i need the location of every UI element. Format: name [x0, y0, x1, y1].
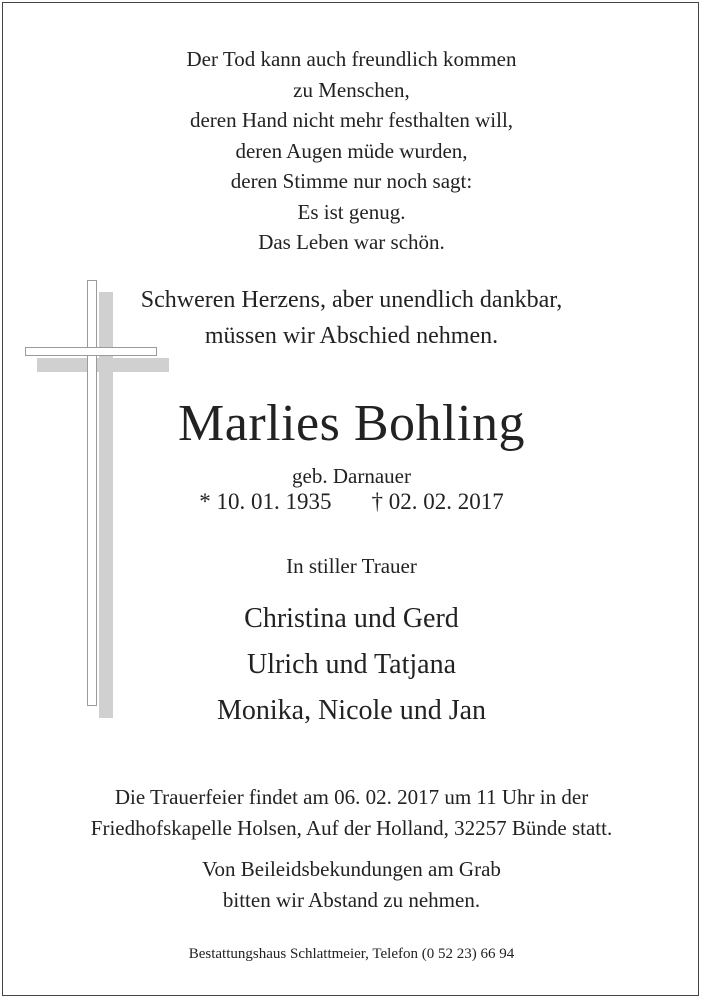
- condolence-line: Von Beileidsbekundungen am Grab: [202, 857, 501, 881]
- farewell-intro: [0, 282, 703, 354]
- maiden-name: geb. Darnauer: [292, 464, 411, 488]
- poem-line: Der Tod kann auch freundlich kommen: [186, 47, 517, 71]
- poem-line: deren Augen müde wurden,: [235, 138, 468, 163]
- family-member: Christina und Gerd: [244, 603, 459, 634]
- death-date: † 02. 02. 2017: [371, 489, 504, 514]
- poem-line: deren Stimme nur noch sagt:: [230, 169, 473, 193]
- poem-line: deren Hand nicht mehr festhalten will,: [189, 108, 514, 132]
- poem-line: zu Menschen,: [293, 77, 410, 102]
- family-member: Ulrich und Tatjana: [246, 649, 456, 680]
- deceased-name: Marlies Bohling: [178, 395, 525, 452]
- intro-line: müssen wir Abschied nehmen.: [204, 323, 499, 349]
- poem-line: Es ist genug.: [297, 199, 406, 224]
- family-list: [0, 596, 703, 734]
- birth-date: * 10. 01. 1935: [199, 489, 332, 514]
- mourning-line: In stiller Trauer: [286, 554, 417, 578]
- funeral-info: [0, 782, 703, 844]
- funeral-line: Die Trauerfeier findet am 06. 02. 2017 um 11 Uhr in der: [114, 785, 589, 809]
- condolence-note: [0, 854, 703, 916]
- life-dates: [0, 487, 703, 517]
- family-member: Monika, Nicole und Jan: [216, 695, 487, 726]
- cross-shadow-horizontal: [37, 358, 169, 372]
- poem-line: Das Leben war schön.: [258, 230, 445, 254]
- intro-line: Schweren Herzens, aber unendlich dankbar,: [140, 287, 563, 313]
- poem: [0, 44, 703, 258]
- funeral-home-footer: Bestattungshaus Schlattmeier, Telefon (0 52 23) 66 94: [188, 946, 515, 962]
- funeral-line: Friedhofskapelle Holsen, Auf der Holland, 32257 Bünde statt.: [90, 816, 613, 840]
- condolence-line: bitten wir Abstand zu nehmen.: [222, 888, 481, 912]
